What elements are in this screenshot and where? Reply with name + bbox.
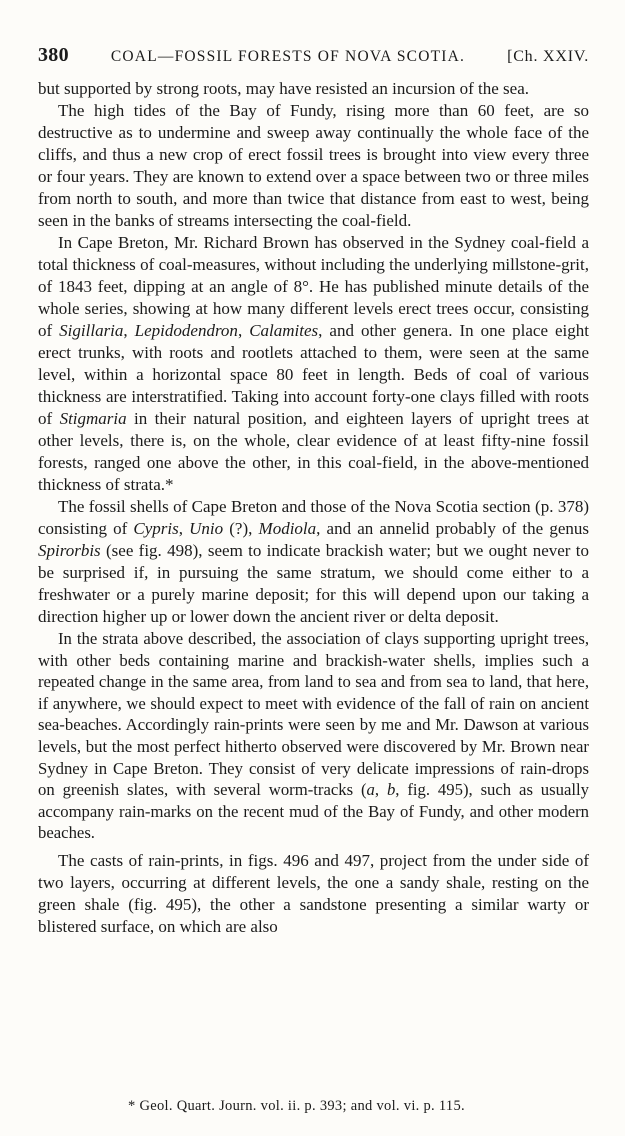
p4-text-d: , and an annelid probably of the genus bbox=[316, 519, 590, 538]
p5-text-c: , fig. 495), such as usually accompany rain-marks on the recent mud of the Bay of Fundy, and other modern beaches. bbox=[38, 780, 590, 843]
taxon-unio: Unio bbox=[189, 519, 224, 538]
p3-text-a: In Cape Breton, Mr. Richard Brown has observed in the Sydney coal-field a total thickness of coal-measures, without including the underlying millstone-grit, of 1843 feet, dipping at an angle of 8°. He has published minute details of the whole series, showing at how many different levels erect trees occur, consisting of bbox=[38, 233, 589, 340]
running-title: COAL—FOSSIL FORESTS OF NOVA SCOTIA. bbox=[110, 48, 466, 65]
taxon-sigillaria: Sigillaria bbox=[59, 321, 124, 340]
body-text bbox=[38, 78, 589, 938]
p4-text-c: (?), bbox=[223, 519, 259, 538]
paragraph-1: but supported by strong roots, may have resisted an incursion of the sea. bbox=[38, 79, 530, 98]
p4-text-a: The fossil shells of Cape Breton and those of the Nova Scotia section (p. 378) consisting of bbox=[38, 497, 589, 538]
page-number: 380 bbox=[38, 44, 69, 66]
p3-text-b: , bbox=[123, 321, 135, 340]
taxon-cypris: Cypris bbox=[133, 519, 179, 538]
taxon-lepidodendron: Lepidodendron bbox=[134, 321, 238, 340]
p5-text-b: , bbox=[374, 780, 387, 800]
taxon-spirorbis: Spirorbis bbox=[38, 541, 101, 560]
paragraph-4 bbox=[38, 496, 589, 628]
paragraph-5 bbox=[38, 628, 589, 844]
taxon-calamites: Calamites bbox=[249, 321, 319, 340]
p4-text-e: (see fig. 498), seem to indicate brackish water; but we ought never to be surprised if, in pursuing the same stratum, we should come either to a freshwater or a purely marine deposit; for this will depend upon our taking a direction higher up or lower down the ancient river or delta deposit. bbox=[38, 541, 589, 626]
running-head bbox=[38, 44, 589, 78]
p4-text-b: , bbox=[178, 519, 190, 538]
p3-text-d: , and other genera. In one place eight erect trunks, with roots and rootlets attached to them, were seen at the same level, within a horizontal space 80 feet in length. Beds of coal of various thickness are interstratified. Taking into account forty-one clays filled with roots of bbox=[38, 321, 590, 428]
p3-text-c: , bbox=[237, 321, 250, 340]
footnote: * Geol. Quart. Journ. vol. ii. p. 393; and vol. vi. p. 115. bbox=[128, 1098, 465, 1114]
p5-text-a: In the strata above described, the association of clays supporting upright trees, with other beds containing marine and brackish-water shells, implies such a repeated change in the same area, from land to sea and from sea to land, that here, if anywhere, we should expect to meet with evidence of the fall of rain on ancient sea-beaches. Accordingly rain-prints were seen by me and Mr. Dawson at various levels, but the most perfect hitherto observed were discovered by Mr. Brown near Sydney in Cape Breton. They consist of very delicate impressions of rain-drops on greenish slates, with several worm-tracks ( bbox=[38, 629, 589, 800]
p3-text-e: in their natural position, and eighteen layers of upright trees at other levels, there is, on the whole, clear evidence of at least fifty-nine fossil forests, ranged one above the other, in this coal-field, in the above-mentioned thickness of strata.* bbox=[38, 409, 589, 494]
paragraph-6: The casts of rain-prints, in figs. 496 and 497, project from the under side of two layers, occurring at different levels, the one a sandy shale, resting on the green shale (fig. 495), the other a sandstone presenting a similar warty or blistered surface, on which are also bbox=[38, 850, 589, 936]
paragraph-2: The high tides of the Bay of Fundy, rising more than 60 feet, are so destructive as to undermine and sweep away continually the whole face of the cliffs, and thus a new crop of erect fossil trees is brought into view every three or four years. They are known to extend over a space between two or three miles from north to south, and more than twice that distance from east to west, being seen in the banks of streams intersecting the coal-field. bbox=[38, 101, 589, 230]
taxon-stigmaria: Stigmaria bbox=[59, 409, 127, 428]
track-label-b: b bbox=[386, 780, 396, 800]
paragraph-3 bbox=[38, 232, 589, 496]
track-label-a: a bbox=[366, 780, 375, 800]
chapter-label: [Ch. XXIV. bbox=[507, 48, 589, 65]
taxon-modiola: Modiola bbox=[258, 519, 317, 538]
